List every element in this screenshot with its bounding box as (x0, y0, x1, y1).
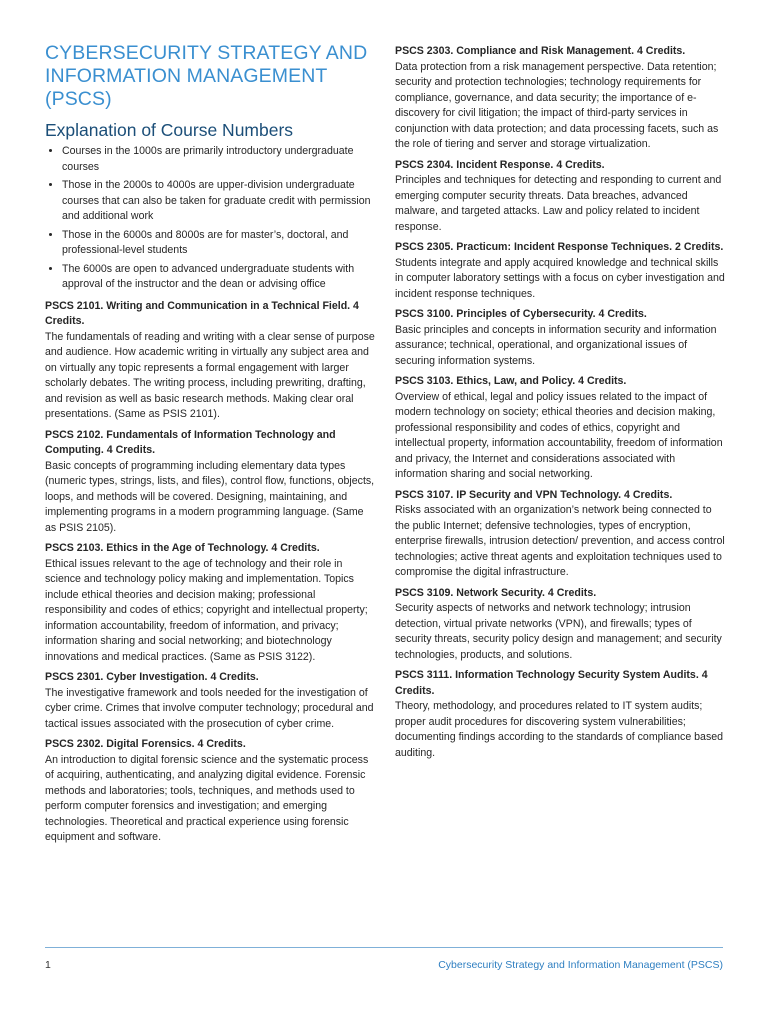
course-entry (45, 670, 375, 732)
course-description: Data protection from a risk management perspective. Data retention; security and protection technologies; technology requirements for compliance, governance, and data security; the importance of e-discovery for civil litigation; the impact of third-party services in conjunction with data protection; and data processing facets, such as the role of tiering and server and storage virtualization. (395, 60, 719, 150)
course-entry (45, 737, 375, 846)
course-entry (395, 488, 725, 581)
page-number: 1 (45, 959, 51, 971)
course-title: PSCS 3100. Principles of Cybersecurity. 4 Credits. (395, 308, 647, 320)
page-title: CYBERSECURITY STRATEGY AND INFORMATION MANAGEMENT (PSCS) (45, 42, 368, 110)
explanation-bullet: • Those in the 2000s to 4000s are upper-division undergraduate courses that can also be taken for graduate credit with permission and additional work (62, 178, 375, 225)
explanation-heading: Explanation of Course Numbers (45, 120, 294, 140)
course-title: PSCS 2305. Practicum: Incident Response Techniques. 2 Credits. (395, 241, 724, 253)
course-description: Basic concepts of programming including elementary data types (numeric types, strings, lists, and files), control flow, functions, objects, loops, and methods will be covered. Designing, maintaining, and implementing programs in a modern programming language. (Same as PSIS 2105). (45, 459, 375, 534)
course-title: PSCS 3103. Ethics, Law, and Policy. 4 Credits. (395, 375, 627, 387)
course-title: PSCS 3109. Network Security. 4 Credits. (395, 586, 597, 599)
explanation-list (45, 144, 375, 293)
course-description: Students integrate and apply acquired knowledge and technical skills in computer laboratory settings with a focus on cyber investigation and incident response techniques. (395, 256, 725, 300)
course-title: PSCS 2102. Fundamentals of Information Technology and Computing. 4 Credits. (45, 428, 336, 456)
course-description: The fundamentals of reading and writing with a clear sense of purpose and audience. How academic writing in virtually any subject area and on virtually any topic represents a formal engagement with larger scholarly debates. The writing process, including prewriting, drafting, and revision as well as basic research methods. Making clear oral presentations. (Same as PSIS 2101). (45, 330, 375, 420)
course-entry (395, 158, 725, 236)
footer-divider (45, 947, 723, 948)
right-column (395, 44, 725, 766)
course-entry (45, 541, 375, 665)
course-entry (395, 44, 725, 153)
left-column (45, 42, 375, 851)
course-title: PSCS 2302. Digital Forensics. 4 Credits. (45, 738, 246, 750)
course-entry (45, 428, 375, 537)
explanation-bullet: • Courses in the 1000s are primarily introductory undergraduate courses (62, 144, 375, 175)
course-title: PSCS 2303. Compliance and Risk Management. 4 Credits. (395, 45, 686, 57)
course-description: An introduction to digital forensic science and the systematic process of acquiring, authenticating, and analyzing digital evidence. Forensic methods and laboratories; tools, techniques, and methods used to perform computer forensics and investigation; and emerging technologies. Theoretical and practical experience using forensic equipment and software. (45, 753, 369, 843)
course-entry (395, 586, 725, 664)
course-description: Risks associated with an organization’s network being connected to the public Internet; defensive technologies, types of encryption, enterprise firewalls, intrusion detection/ prevention, and access control technologies; active threat agents and exploitation techniques used to compromise the digital infrastructure. (395, 504, 725, 578)
course-description: Theory, methodology, and procedures related to IT system audits; proper audit procedures for discovering system vulnerabilities; documenting findings according to the standards of compliance based auditing. (395, 700, 724, 759)
course-entry (45, 299, 375, 423)
course-title: PSCS 2103. Ethics in the Age of Technology. 4 Credits. (45, 542, 320, 554)
explanation-bullet: • The 6000s are open to advanced undergraduate students with approval of the instructor and the dean or advising office (62, 262, 375, 293)
footer-running-title: Cybersecurity Strategy and Information Management (PSCS) (438, 959, 723, 971)
course-entry (395, 240, 725, 302)
course-entry (395, 668, 725, 761)
course-title: PSCS 2101. Writing and Communication in a Technical Field. 4 Credits. (45, 299, 359, 327)
course-description: Overview of ethical, legal and policy issues related to the impact of modern technology on society; ethical theories and decision making, professional responsibility and codes of ethics, copyright and intellectual property, information accountability, freedom of information and privacy, the Internet and considerations associated with information sharing and social networking. (395, 390, 723, 480)
course-title: PSCS 3111. Information Technology Security System Audits. 4 Credits. (395, 669, 708, 697)
course-entry (395, 307, 725, 369)
course-entry (395, 374, 725, 483)
course-title: PSCS 3107. IP Security and VPN Technology. 4 Credits. (395, 488, 673, 501)
course-title: PSCS 2301. Cyber Investigation. 4 Credits. (45, 671, 259, 683)
course-description: The investigative framework and tools needed for the investigation of cyber crime. Crimes that involve computer technology; procedural and tactical issues associated with the prosecution of cyber crime. (45, 686, 374, 730)
course-title: PSCS 2304. Incident Response. 4 Credits. (395, 158, 605, 171)
explanation-bullet: • Those in the 6000s and 8000s are for master’s, doctoral, and professional-level students (62, 228, 375, 259)
course-description: Security aspects of networks and network technology; intrusion detection, virtual private networks (VPN), and firewalls; types of security threats, security policy design and management; and security technologies, products, and solutions. (395, 602, 722, 661)
course-description: Principles and techniques for detecting and responding to current and emerging computer security threats. Data breaches, advanced malware, and targeted attacks. Law and policy related to incident response. (395, 174, 722, 233)
course-description: Basic principles and concepts in information security and information assurance; technical, operational, and organizational issues of securing information systems. (395, 323, 717, 367)
course-description: Ethical issues relevant to the age of technology and their role in science and technology policy making and implementation. Topics include ethical theories and decision making; professional responsibility and codes of ethics; copyright and intellectual property; information accountability, freedom of information, and privacy; information sharing and social networking; and biotechnology innovations and medical practices. (Same as PSIS 3122). (45, 557, 368, 663)
